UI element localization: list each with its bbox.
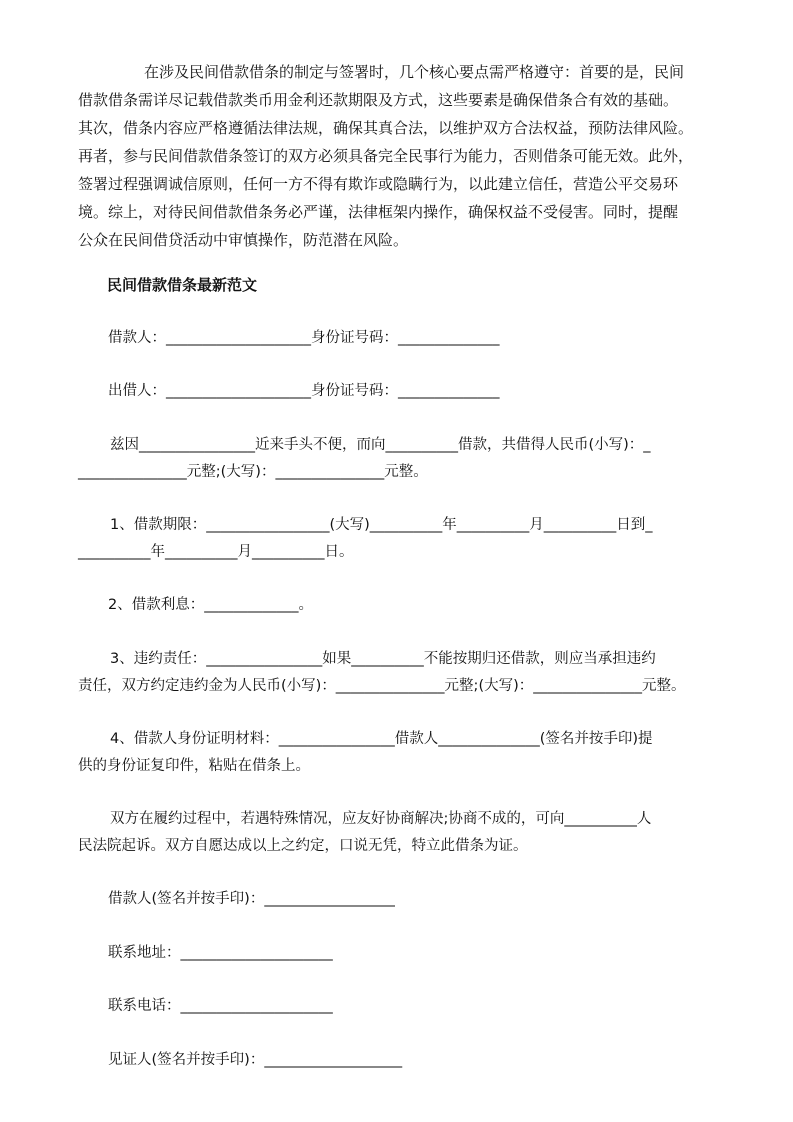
dispute-line-1: 双方在履约过程中，若遇特殊情况，应友好协商解决;协商不成的，可向__________人 (110, 811, 652, 827)
reason-line-2: _______________元整;(大写)：_______________元整。 (78, 464, 428, 480)
term-line-2: __________年__________月__________日。 (78, 544, 354, 560)
intro-line: 再者，参与民间借款借条签订的双方必须具备完全民事行为能力，否则借条可能无效。此外， (78, 147, 694, 165)
intro-line: 借款借条需详尽记载借款类币用金利还款期限及方式，这些要素是确保借条合有效的基础。 (78, 91, 679, 109)
lender-line: 出借人：____________________身份证号码：______________ (108, 383, 500, 399)
intro-paragraph (78, 58, 738, 254)
address-line: 联系地址：_____________________ (108, 945, 333, 961)
intro-line: 公众在民间借贷活动中审慎操作，防范潜在风险。 (78, 231, 409, 249)
dispute-line-2: 民法院起诉。双方自愿达成以上之约定，口说无凭，特立此借条为证。 (78, 838, 528, 854)
witness-signature-line: 见证人(签名并按手印)：___________________ (108, 1052, 403, 1068)
reason-line-1: 兹因________________近来手头不便，而向__________借款，共借得人民币(小写)：_ (110, 437, 651, 453)
intro-line: 境。综上，对待民间借款借条务必严谨，法律框架内操作，确保权益不受侵害。同时，提醒 (78, 203, 679, 221)
intro-line: 签署过程强调诚信原则，任何一方不得有欺诈或隐瞒行为，以此建立信任，营造公平交易环 (78, 175, 679, 193)
phone-line: 联系电话：_____________________ (108, 998, 333, 1014)
interest-line: 2、借款利息：_____________。 (108, 597, 313, 613)
intro-line: 其次，借条内容应严格遵循法律法规，确保其真合法，以维护双方合法权益，预防法律风险。 (78, 119, 694, 137)
id-proof-line-1: 4、借款人身份证明材料：________________借款人______________(签名并按手印)提 (110, 731, 653, 747)
penalty-line-2: 责任，双方约定违约金为人民币(小写)：_______________元整;(大写)：_______________元整。 (78, 678, 686, 694)
template-title: 民间借款借条最新范文 (107, 276, 258, 294)
borrower-signature-line: 借款人(签名并按手印)：__________________ (108, 891, 395, 907)
intro-line: 在涉及民间借款借条的制定与签署时，几个核心要点需严格遵守：首要的是，民间 (144, 63, 685, 81)
borrower-line: 借款人：____________________身份证号码：______________ (108, 330, 500, 346)
penalty-line-1: 3、违约责任：________________如果__________不能按期归还借款，则应当承担违约 (110, 651, 656, 667)
id-proof-line-2: 供的身份证复印件，粘贴在借条上。 (78, 758, 310, 774)
term-line-1: 1、借款期限：_________________(大写)__________年__________月__________日到_ (110, 517, 653, 533)
